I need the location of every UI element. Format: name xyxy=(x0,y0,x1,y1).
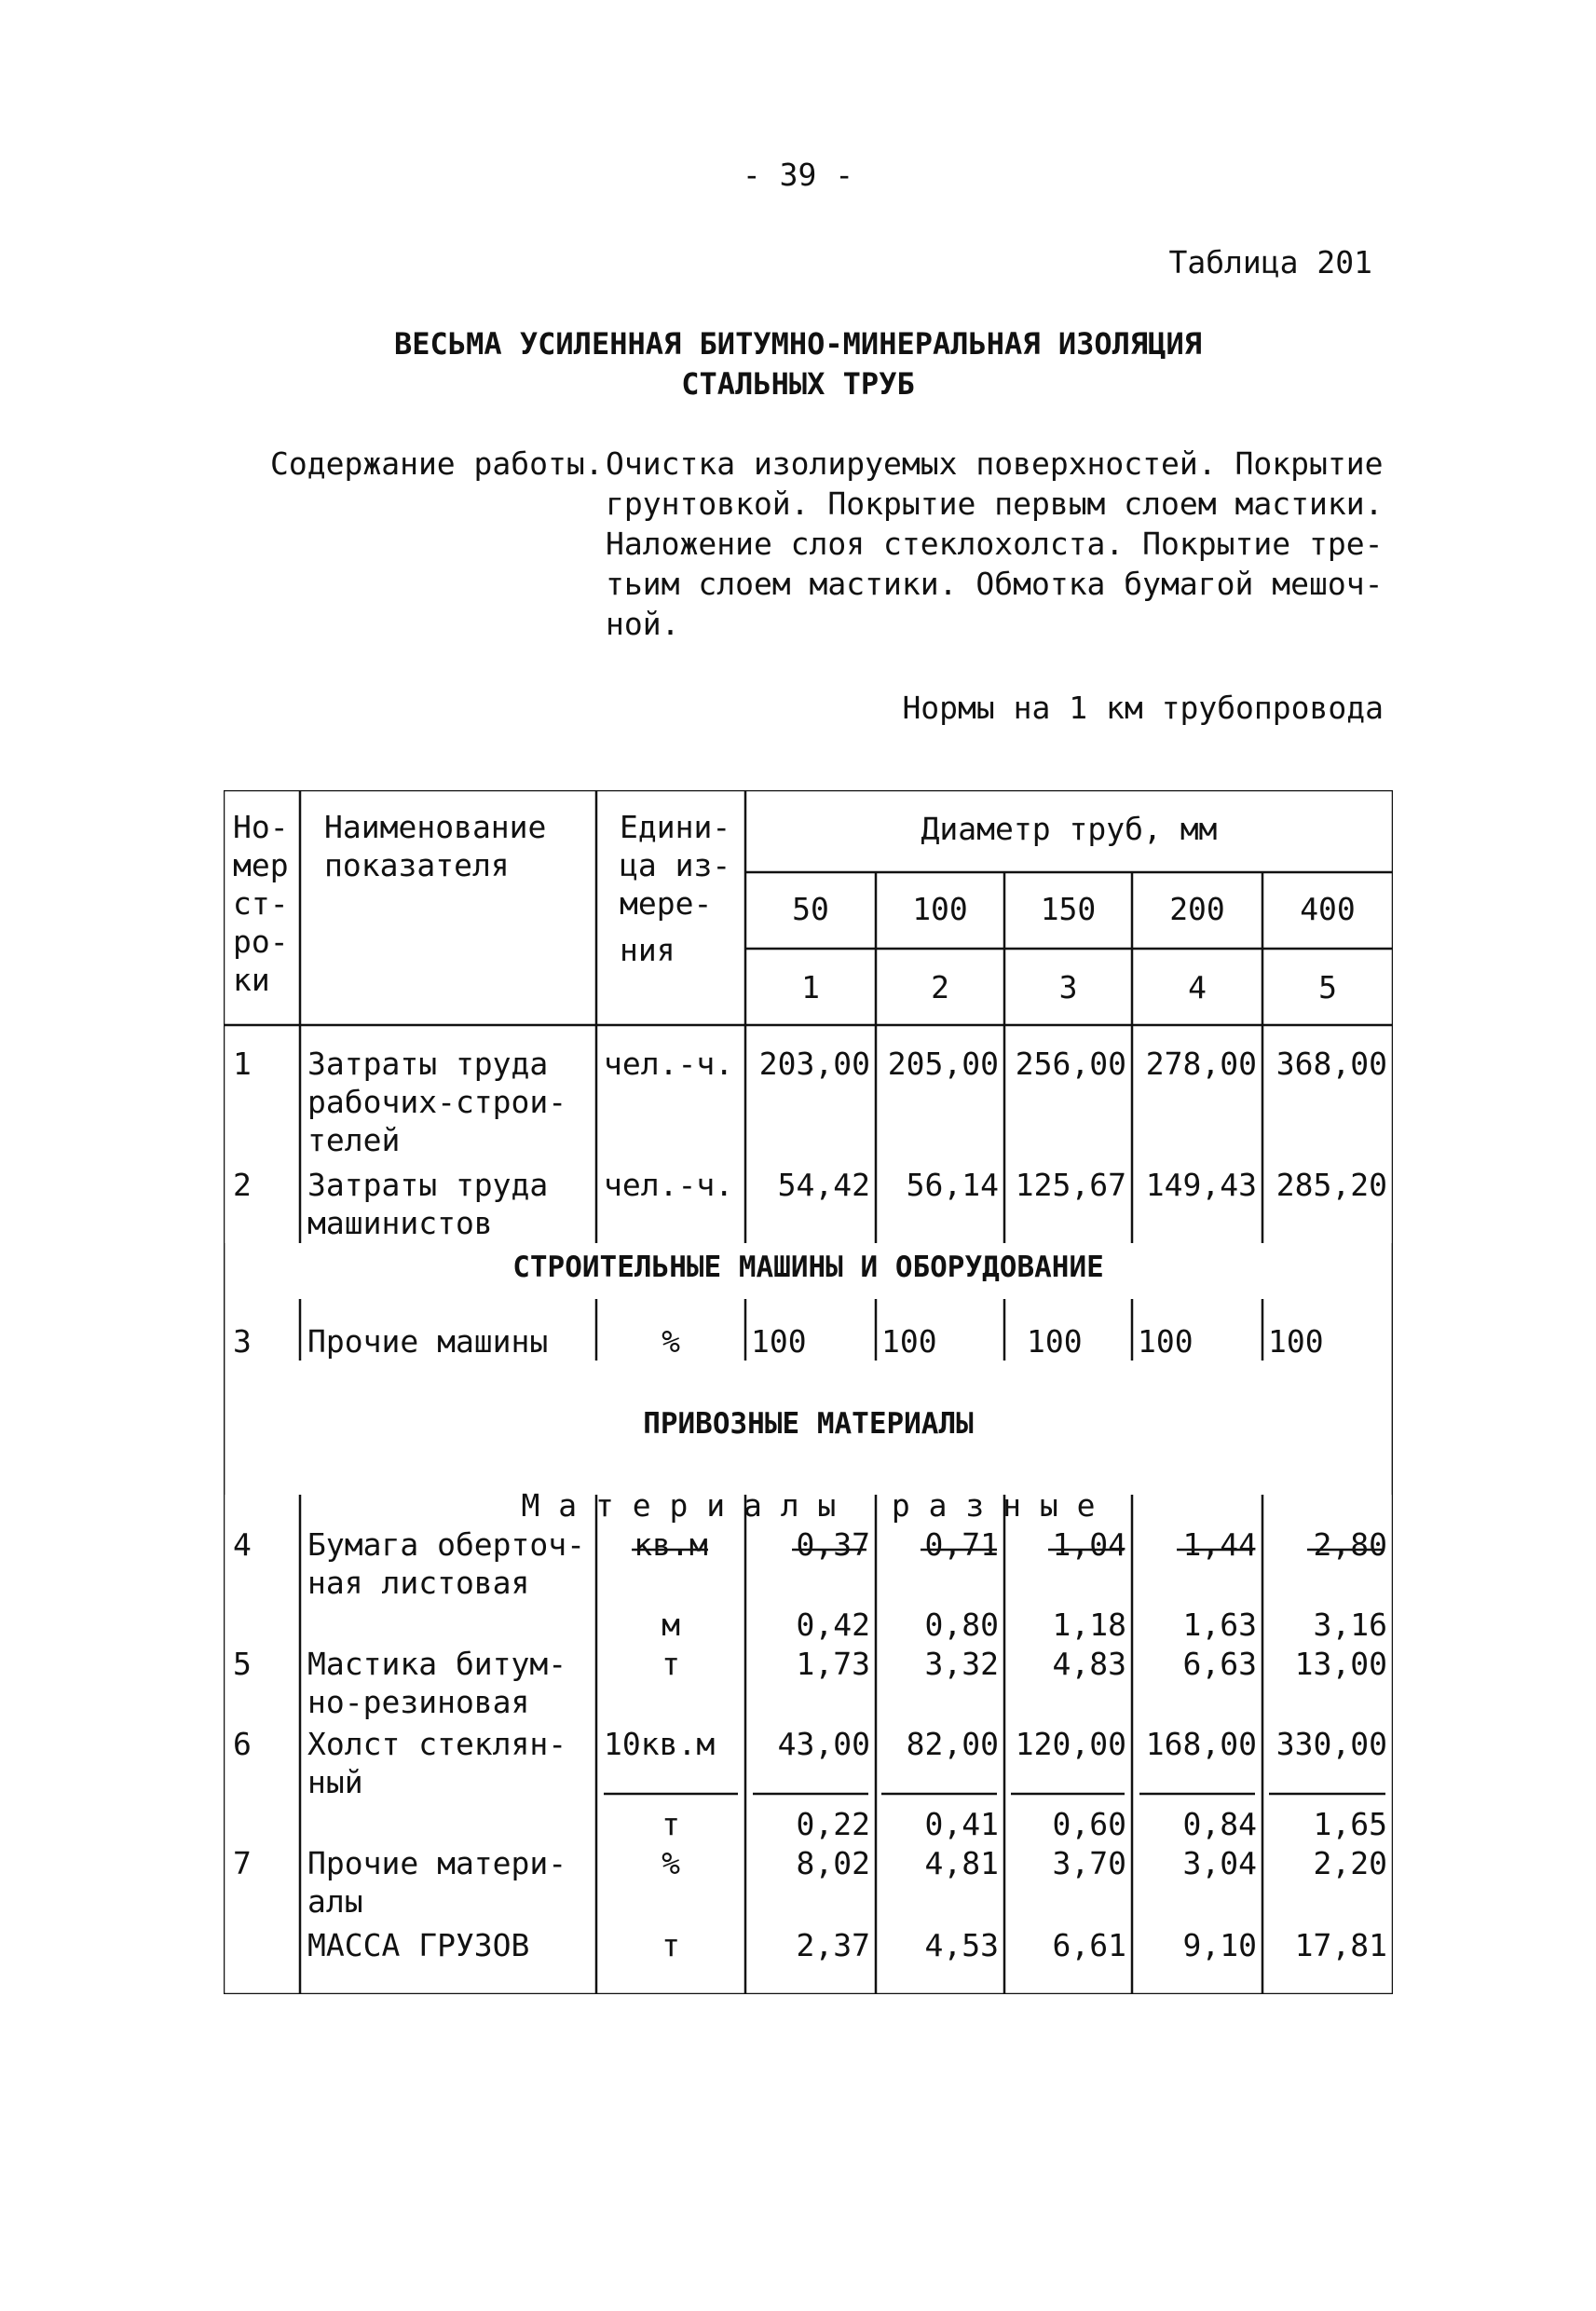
header-num-line: ро- xyxy=(233,923,289,960)
header-diameter: 200 xyxy=(1169,891,1225,927)
row-value-secondary: 1,65 xyxy=(1313,1806,1387,1842)
header-col-number: 4 xyxy=(1188,969,1207,1005)
header-name-line: показателя xyxy=(324,847,510,883)
header-num-line: Но- xyxy=(233,809,289,845)
row-unit: % xyxy=(662,1845,680,1881)
header-num-line: ст- xyxy=(233,885,289,922)
work-content-label: Содержание работы. xyxy=(270,445,604,482)
row-name-line: Бумага оберточ- xyxy=(307,1526,586,1563)
row-value-secondary: 0,80 xyxy=(924,1607,999,1643)
row-name-line: ный xyxy=(307,1764,363,1800)
table-label: Таблица 201 xyxy=(1168,244,1372,280)
row-value: 4,81 xyxy=(924,1845,999,1881)
row-value: 100 xyxy=(881,1323,937,1360)
row-value-secondary: 3,16 xyxy=(1313,1607,1387,1643)
work-content-line: тьим слоем мастики. Обмотка бумагой мешоч- xyxy=(606,566,1384,602)
row-value: 1,73 xyxy=(796,1646,870,1682)
row-name-line: но-резиновая xyxy=(307,1684,530,1720)
row-value: 4,53 xyxy=(924,1927,999,1963)
row-name-line: Затраты труда xyxy=(307,1046,549,1082)
header-unit-line: ца из- xyxy=(620,847,731,883)
header-num-line: мер xyxy=(233,847,289,883)
row-value: 100 xyxy=(1138,1323,1194,1360)
row-value: 3,32 xyxy=(924,1646,999,1682)
row-value-secondary: 0,22 xyxy=(796,1806,870,1842)
row-value: 100 xyxy=(1268,1323,1324,1360)
row-number: 4 xyxy=(233,1526,252,1563)
row-value: 8,02 xyxy=(796,1845,870,1881)
row-name-line: Холст стеклян- xyxy=(307,1726,567,1762)
document-title-line-2: СТАЛЬНЫХ ТРУБ xyxy=(681,366,915,402)
row-value: 205,00 xyxy=(887,1046,999,1082)
row-unit: т xyxy=(662,1646,680,1682)
row-unit: чел.-ч. xyxy=(604,1167,734,1203)
header-unit-line: мере- xyxy=(620,885,713,922)
row-name-line: телей xyxy=(307,1122,401,1158)
header-unit-line: ния xyxy=(620,932,675,968)
header-col-number: 3 xyxy=(1058,969,1078,1005)
row-value: 120,00 xyxy=(1015,1726,1126,1762)
row-number: 2 xyxy=(233,1167,252,1203)
row-value: 203,00 xyxy=(758,1046,870,1082)
header-col-number: 1 xyxy=(801,969,820,1005)
row-value: 2,20 xyxy=(1313,1845,1387,1881)
row-value: 4,83 xyxy=(1052,1646,1126,1682)
row-value: 54,42 xyxy=(777,1167,870,1203)
row-name-line: алы xyxy=(307,1883,363,1920)
work-content-line: ной. xyxy=(606,606,680,642)
row-number: 1 xyxy=(233,1046,252,1082)
row-value: 3,04 xyxy=(1182,1845,1257,1881)
row-unit: чел.-ч. xyxy=(604,1046,734,1082)
row-value: 125,67 xyxy=(1015,1167,1126,1203)
row-unit: % xyxy=(662,1323,680,1360)
row-value: 2,80 xyxy=(1313,1526,1387,1563)
row-unit: 10кв.м xyxy=(604,1726,716,1762)
subsection-heading: М а т е р и а л ы р а з н ы е xyxy=(521,1487,1096,1524)
row-name-line: рабочих-строи- xyxy=(307,1084,567,1120)
row-value: 368,00 xyxy=(1275,1046,1387,1082)
work-content-line: Очистка изолируемых поверхностей. Покрытие xyxy=(606,445,1384,482)
row-number: 5 xyxy=(233,1646,252,1682)
row-value: 0,37 xyxy=(796,1526,870,1563)
row-value: 9,10 xyxy=(1182,1927,1257,1963)
page-number: - 39 - xyxy=(742,157,854,193)
row-value: 278,00 xyxy=(1145,1046,1257,1082)
row-value-secondary: 0,60 xyxy=(1052,1806,1126,1842)
row-value-secondary: 0,41 xyxy=(924,1806,999,1842)
row-value: 17,81 xyxy=(1294,1927,1387,1963)
row-value-secondary: 1,18 xyxy=(1052,1607,1126,1643)
header-diameter: 100 xyxy=(912,891,968,927)
header-diameter: 150 xyxy=(1040,891,1097,927)
row-value-secondary: 0,42 xyxy=(796,1607,870,1643)
header-diameter-title: Диаметр труб, мм xyxy=(921,811,1218,847)
row-name-line: ная листовая xyxy=(307,1565,530,1601)
row-value: 3,70 xyxy=(1052,1845,1126,1881)
row-unit-secondary: т xyxy=(662,1806,680,1842)
row-number: 6 xyxy=(233,1726,252,1762)
row-name-line: Прочие матери- xyxy=(307,1845,567,1881)
header-col-number: 5 xyxy=(1318,969,1337,1005)
row-value: 168,00 xyxy=(1145,1726,1257,1762)
row-name-line: Прочие машины xyxy=(307,1323,549,1360)
row-value: 1,44 xyxy=(1182,1526,1257,1563)
row-unit: т xyxy=(662,1927,680,1963)
row-value: 256,00 xyxy=(1015,1046,1126,1082)
row-value: 1,04 xyxy=(1052,1526,1126,1563)
work-content-line: Наложение слоя стеклохолста. Покрытие тре- xyxy=(606,526,1384,562)
row-value: 56,14 xyxy=(906,1167,999,1203)
row-value: 43,00 xyxy=(777,1726,870,1762)
norms-note: Нормы на 1 км трубопровода xyxy=(902,690,1384,726)
row-value: 6,61 xyxy=(1052,1927,1126,1963)
row-value: 82,00 xyxy=(906,1726,999,1762)
work-content-line: грунтовкой. Покрытие первым слоем мастики. xyxy=(606,485,1384,522)
header-name-line: Наименование xyxy=(324,809,547,845)
row-number: 7 xyxy=(233,1845,252,1881)
header-diameter: 400 xyxy=(1300,891,1356,927)
section-heading: СТРОИТЕЛЬНЫЕ МАШИНЫ И ОБОРУДОВАНИЕ xyxy=(512,1251,1104,1284)
row-value: 0,71 xyxy=(924,1526,999,1563)
row-value: 13,00 xyxy=(1294,1646,1387,1682)
row-value: 149,43 xyxy=(1145,1167,1257,1203)
row-value: 285,20 xyxy=(1275,1167,1387,1203)
header-diameter: 50 xyxy=(792,891,829,927)
row-value: 6,63 xyxy=(1182,1646,1257,1682)
section-heading: ПРИВОЗНЫЕ МАТЕРИАЛЫ xyxy=(643,1407,974,1441)
total-row-label: МАССА ГРУЗОВ xyxy=(307,1927,530,1963)
row-unit: кв.м xyxy=(634,1526,708,1563)
row-value: 100 xyxy=(1027,1323,1083,1360)
row-name-line: Мастика битум- xyxy=(307,1646,567,1682)
row-number: 3 xyxy=(233,1323,252,1360)
header-num-line: ки xyxy=(233,962,270,998)
row-value: 100 xyxy=(751,1323,807,1360)
row-name-line: Затраты труда xyxy=(307,1167,549,1203)
row-value: 2,37 xyxy=(796,1927,870,1963)
row-unit-secondary: м xyxy=(662,1607,680,1643)
document-title-line-1: ВЕСЬМА УСИЛЕННАЯ БИТУМНО-МИНЕРАЛЬНАЯ ИЗОЛЯЦИЯ xyxy=(394,326,1202,362)
row-value-secondary: 0,84 xyxy=(1182,1806,1257,1842)
norms-table xyxy=(224,790,1393,1994)
row-name-line: машинистов xyxy=(307,1205,493,1241)
row-value-secondary: 1,63 xyxy=(1182,1607,1257,1643)
header-col-number: 2 xyxy=(931,969,949,1005)
header-unit-line: Едини- xyxy=(620,809,731,845)
row-value: 330,00 xyxy=(1275,1726,1387,1762)
